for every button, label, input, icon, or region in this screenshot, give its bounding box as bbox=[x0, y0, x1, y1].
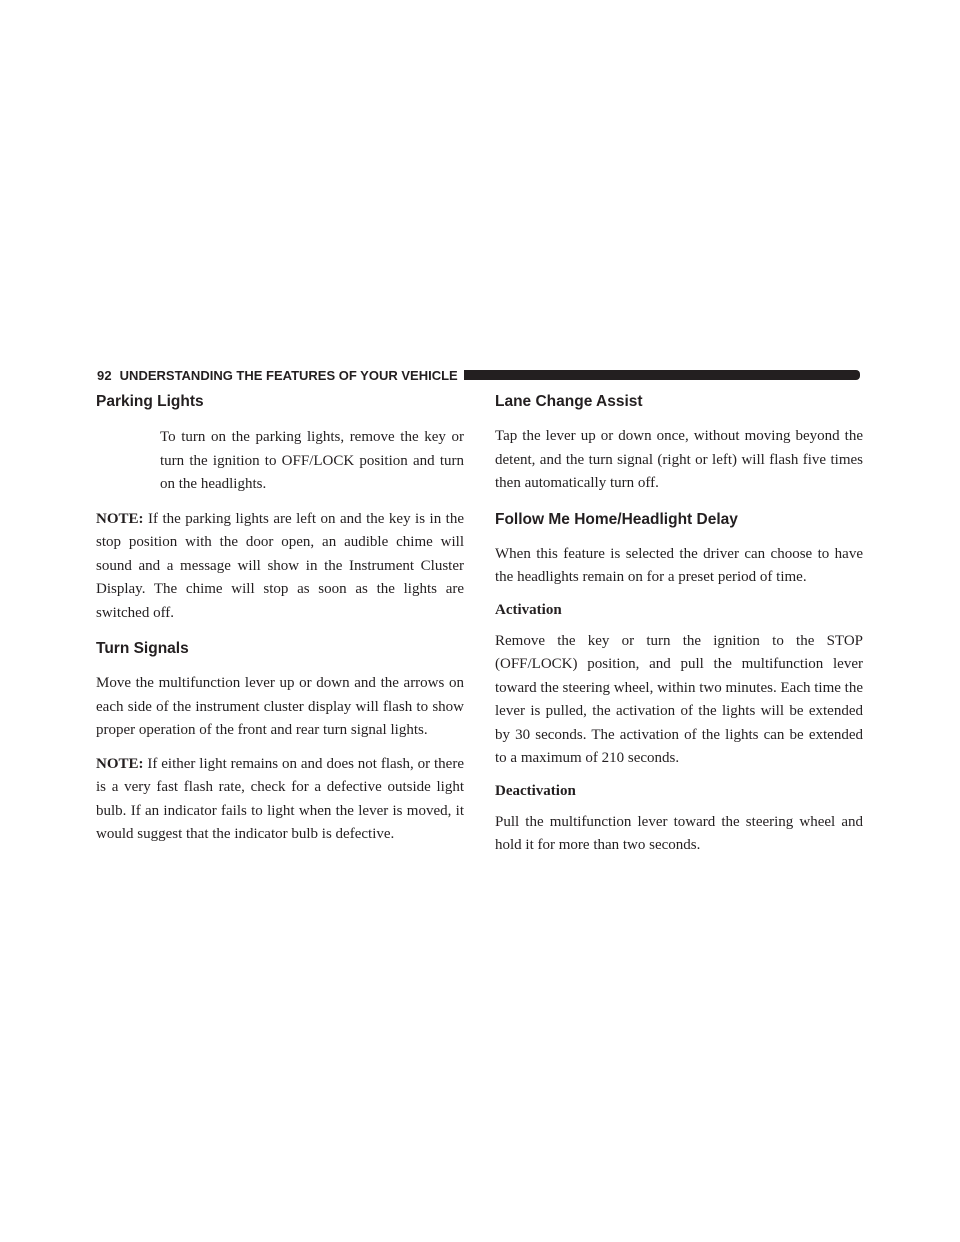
follow-me-home-body: When this feature is selected the driver can choose to have the headlights remain on for a preset period of time. bbox=[495, 545, 863, 585]
header-rule bbox=[464, 370, 860, 380]
turn-signals-body: Move the multifunction lever up or down and the arrows on each side of the instrument cluster display will flash to show proper operation of the front and rear turn signal lights. bbox=[96, 675, 464, 738]
left-column bbox=[96, 392, 464, 857]
deactivation-body: Pull the multifunction lever toward the steering wheel and hold it for more than two seconds. bbox=[495, 813, 863, 853]
note-text: If the parking lights are left on and the key is in the stop position with the door open, an audible chime will sound and a message will show in the Instrument Cluster Display. The chime will stop as soon as the lights are switched off. bbox=[96, 510, 464, 621]
turn-signals-note bbox=[96, 753, 464, 847]
parking-lights-body: To turn on the parking lights, remove the key or turn the ignition to OFF/LOCK position and turn on the headlights. bbox=[160, 429, 464, 492]
parking-lights-heading: Parking Lights bbox=[96, 393, 204, 410]
turn-signals-heading: Turn Signals bbox=[96, 640, 189, 657]
note-text: If either light remains on and does not flash, or there is a very fast flash rate, check for a defective outside light bulb. If an indicator fails to light when the lever is moved, it would suggest that the indicator bulb is defective. bbox=[96, 755, 464, 842]
right-column bbox=[495, 392, 863, 868]
activation-heading: Activation bbox=[495, 601, 562, 618]
lane-change-assist-heading: Lane Change Assist bbox=[495, 393, 643, 410]
activation-body: Remove the key or turn the ignition to the STOP (OFF/LOCK) position, and pull the multifunction lever toward the steering wheel, within two minutes. Each time the lever is pulled, the activation of the lights will be extended by 30 seconds. The activation of the lights can be extended to a maximum of 210 seconds. bbox=[495, 632, 863, 766]
follow-me-home-heading: Follow Me Home/Headlight Delay bbox=[495, 510, 738, 528]
deactivation-heading: Deactivation bbox=[495, 782, 576, 799]
note-label: NOTE: bbox=[96, 755, 144, 772]
note-label: NOTE: bbox=[96, 510, 144, 527]
parking-lights-note bbox=[96, 508, 464, 626]
lane-change-assist-body: Tap the lever up or down once, without moving beyond the detent, and the turn signal (right or left) will flash five times then automatically turn off. bbox=[495, 428, 863, 491]
chapter-title: UNDERSTANDING THE FEATURES OF YOUR VEHICLE bbox=[119, 367, 458, 383]
page-number: 92 bbox=[97, 367, 112, 383]
page-header bbox=[97, 366, 860, 384]
